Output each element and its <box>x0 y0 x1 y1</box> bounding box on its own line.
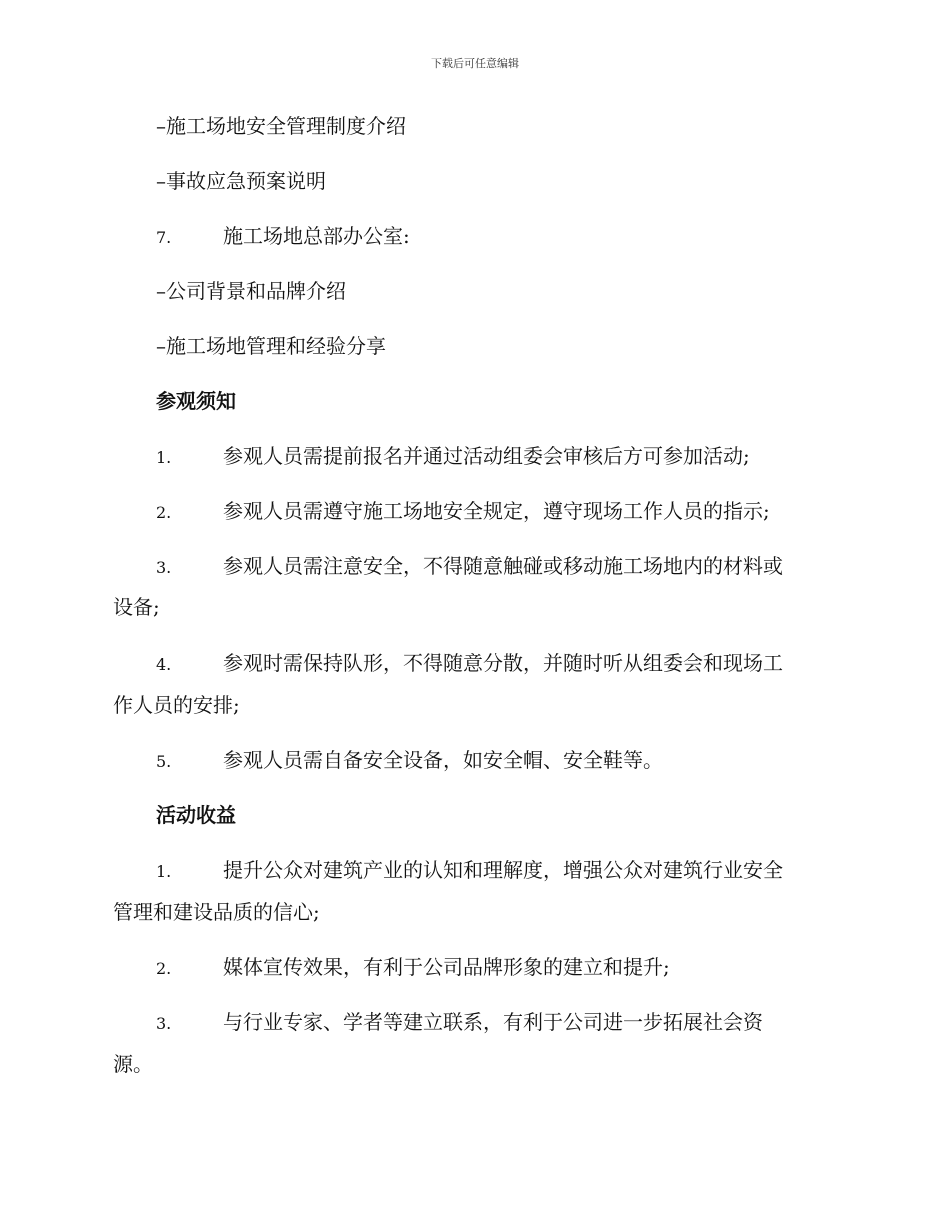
item-number: 3. <box>156 1014 172 1033</box>
item-number: 4. <box>156 655 172 674</box>
item-continuation: 源。 <box>113 1052 153 1076</box>
list-item <box>156 215 836 259</box>
item-continuation: 设备; <box>113 595 160 619</box>
item-text: 施工场地总部办公室: <box>223 224 410 248</box>
item-text: 参观时需保持队形，不得随意分散，并随时听从组委会和现场工 <box>223 651 783 675</box>
list-item: –施工场地管理和经验分享 <box>156 334 386 358</box>
item-text: 参观人员需注意安全，不得随意触碰或移动施工场地内的材料或 <box>223 554 783 578</box>
list-item <box>156 849 836 893</box>
list-item: –事故应急预案说明 <box>156 169 326 193</box>
item-number: 2. <box>156 959 172 978</box>
item-number: 7. <box>156 228 172 247</box>
list-item <box>156 946 836 990</box>
item-text: 与行业专家、学者等建立联系，有利于公司进一步拓展社会资 <box>223 1010 763 1034</box>
item-text: 参观人员需提前报名并通过活动组委会审核后方可参加活动; <box>223 444 750 468</box>
item-number: 3. <box>156 558 172 577</box>
list-item <box>156 642 836 686</box>
list-item: –公司背景和品牌介绍 <box>156 279 346 303</box>
item-number: 1. <box>156 448 172 467</box>
item-text: 参观人员需遵守施工场地安全规定，遵守现场工作人员的指示; <box>223 499 770 523</box>
item-number: 1. <box>156 862 172 881</box>
list-item <box>156 435 836 479</box>
list-item: –施工场地安全管理制度介绍 <box>156 114 406 138</box>
item-text: 提升公众对建筑产业的认知和理解度，增强公众对建筑行业安全 <box>223 858 783 882</box>
section-heading-benefit: 活动收益 <box>156 803 236 827</box>
list-item <box>156 1001 836 1045</box>
list-item <box>156 739 836 783</box>
list-item <box>156 490 836 534</box>
item-text: 参观人员需自备安全设备，如安全帽、安全鞋等。 <box>223 748 663 772</box>
item-number: 5. <box>156 752 172 771</box>
list-item <box>156 545 836 589</box>
item-continuation: 管理和建设品质的信心; <box>113 900 320 924</box>
item-number: 2. <box>156 503 172 522</box>
page-header: 下载后可任意编辑 <box>431 57 519 70</box>
section-heading-notice: 参观须知 <box>156 389 236 413</box>
item-continuation: 作人员的安排; <box>113 693 240 717</box>
item-text: 媒体宣传效果，有利于公司品牌形象的建立和提升; <box>223 955 670 979</box>
